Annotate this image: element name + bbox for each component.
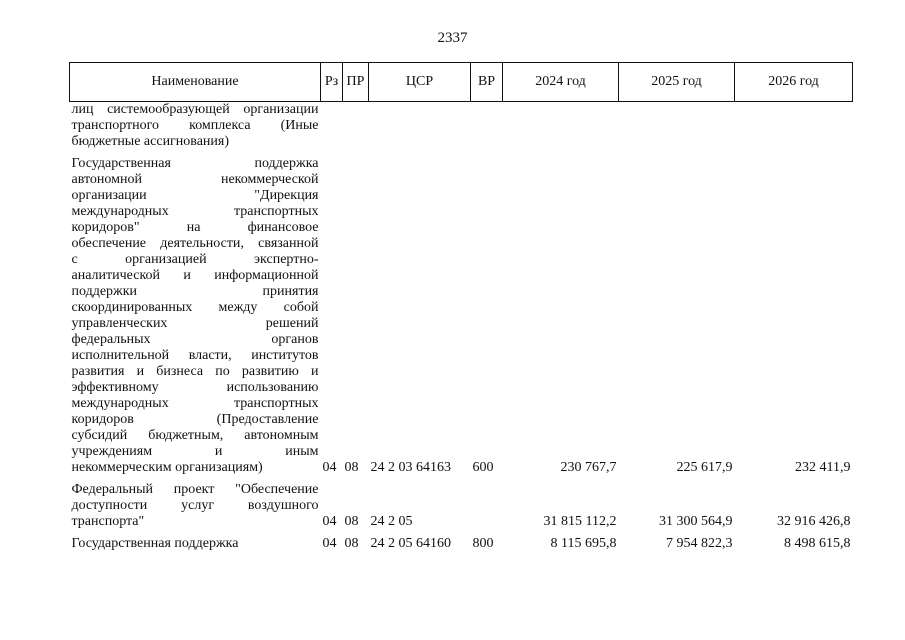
name-line: коридоров (Предоставление [71,412,319,427]
name-line: исполнительной власти, институтов [71,348,319,363]
name-line: международных транспортных [71,204,319,219]
header-2025: 2025 год [619,63,735,102]
name-line: организации "Дирекция [71,188,319,203]
name-line: аналитической и информационной [71,268,319,283]
name-line: скоординированных между собой [71,300,319,315]
cell-name [70,482,321,530]
cell-pr [343,102,369,151]
cell-2024: 230 767,7 [560,460,617,475]
cell-2026: 32 916 426,8 [777,514,851,529]
cell-vr: 800 [472,536,494,551]
budget-table [69,62,853,552]
header-vr: ВР [471,63,503,102]
cell-name [70,156,321,476]
name-line: Государственная поддержка [71,156,319,171]
name-line: транспорта" [71,514,145,529]
name-line: лиц системообразующей организации [71,102,319,117]
cell-rz: 04 [322,460,337,475]
page-number: 2337 [437,30,468,46]
table-row [70,102,853,151]
cell-2025: 7 954 822,3 [666,536,733,551]
cell-2024: 31 815 112,2 [543,514,617,529]
name-line: коридоров" на финансовое [71,220,319,235]
cell-vr [471,482,503,530]
cell-csr: 24 2 03 64163 [370,460,451,475]
name-line: транспортного комплекса (Иные [71,118,319,133]
cell-pr: 08 [344,536,359,551]
cell-2026 [735,102,853,151]
cell-name [70,102,321,151]
cell-2024: 8 115 695,8 [550,536,617,551]
table-row [70,482,853,530]
cell-vr: 600 [472,460,494,475]
header-rz: Рз [321,63,343,102]
cell-pr: 08 [344,460,359,475]
name-line: некоммерческим организациям) [71,460,263,475]
cell-vr [471,102,503,151]
name-line: Федеральный проект "Обеспечение [71,482,319,497]
name-line: субсидий бюджетным, автономным [71,428,319,443]
name-line: управленческих решений [71,316,319,331]
name-line: обеспечение деятельности, связанной [71,236,319,251]
cell-2026: 232 411,9 [795,460,851,475]
header-2026: 2026 год [735,63,853,102]
cell-rz: 04 [322,514,337,529]
cell-csr: 24 2 05 [370,514,413,529]
header-row [70,63,853,102]
cell-2025: 225 617,9 [676,460,733,475]
cell-pr: 08 [344,514,359,529]
name-line: развития и бизнеса по развитию и [71,364,319,379]
header-2024: 2024 год [503,63,619,102]
name-line: эффективному использованию [71,380,319,395]
name-line: доступности услуг воздушного [71,498,319,513]
name-line: федеральных органов [71,332,319,347]
cell-name [70,536,321,552]
name-line: бюджетные ассигнования) [71,134,230,149]
cell-csr: 24 2 05 64160 [370,536,451,551]
name-line: учреждениям и иным [71,444,319,459]
table-row [70,536,853,552]
cell-2026: 8 498 615,8 [784,536,851,551]
header-pr: ПР [343,63,369,102]
cell-csr [369,102,471,151]
name-line: международных транспортных [71,396,319,411]
name-line: автономной некоммерческой [71,172,319,187]
cell-2025: 31 300 564,9 [659,514,733,529]
header-csr: ЦСР [369,63,471,102]
name-line: поддержки принятия [71,284,319,299]
header-name: Наименование [70,63,321,102]
name-line: с организацией экспертно- [71,252,319,267]
table-row [70,156,853,476]
name-line: Государственная поддержка [71,536,239,551]
table-body [70,102,853,553]
cell-rz: 04 [322,536,337,551]
cell-2024 [503,102,619,151]
cell-2025 [619,102,735,151]
cell-rz [321,102,343,151]
